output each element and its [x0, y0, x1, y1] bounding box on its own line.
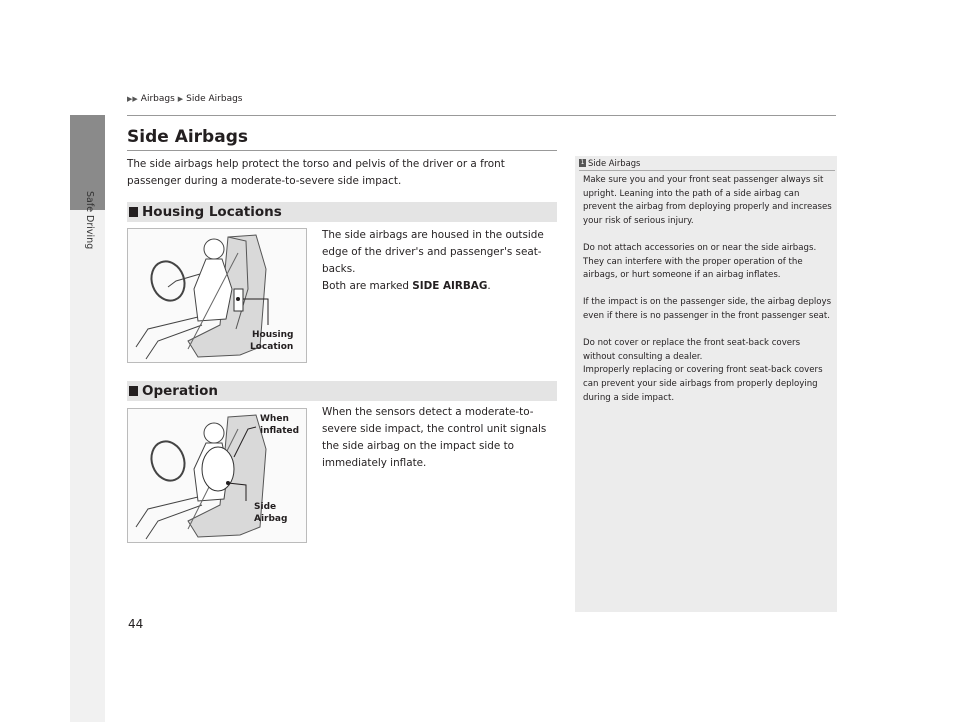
side-note-body — [583, 174, 833, 405]
side-note-rule — [579, 170, 835, 171]
housing-marking-text — [322, 278, 562, 295]
intro-text: The side airbags help protect the torso and pelvis of the driver or a front passenger during a moderate-to-severe side impact. — [127, 158, 505, 187]
side-airbag-marking: SIDE AIRBAG — [412, 280, 488, 292]
housing-heading-text: Housing Locations — [142, 204, 282, 220]
housing-location-label-2: Location — [250, 342, 294, 352]
marking-prefix: Both are marked — [322, 280, 413, 292]
housing-illustration — [128, 229, 306, 362]
side-note-line: Do not cover or replace the front seat-back covers without consulting a dealer. — [583, 338, 801, 362]
housing-figure — [127, 228, 307, 363]
title-rule — [127, 150, 557, 151]
operation-figure — [127, 408, 307, 543]
operation-illustration — [128, 409, 306, 542]
note-number-icon: 1 — [580, 159, 585, 166]
housing-location-label: Housing — [252, 330, 294, 340]
square-bullet-icon — [129, 386, 138, 396]
page-number: 44 — [128, 617, 144, 631]
side-note-paragraph: Make sure you and your front seat passenger always sit upright. Leaning into the path of a side airbag can prevent the airbag from deploying properly and increases your risk of serious injury. — [583, 175, 832, 226]
side-note-line: Improperly replacing or covering front seat-back covers can prevent your side airbags from properly deploying during a side impact. — [583, 365, 823, 403]
side-note-title: Side Airbags — [588, 158, 641, 168]
section-strip — [70, 210, 105, 722]
operation-description: When the sensors detect a moderate-to-severe side impact, the control unit signals the side airbag on the impact side to immediately inflate. — [322, 406, 547, 469]
side-airbag-label-2: Airbag — [254, 514, 288, 524]
operation-heading — [127, 381, 557, 401]
operation-heading-text: Operation — [142, 383, 219, 399]
side-note-header — [579, 158, 640, 168]
section-tab-label: Safe Driving — [84, 191, 95, 250]
marking-suffix: . — [487, 280, 491, 292]
side-airbag-label: Side — [254, 502, 277, 512]
breadcrumb — [127, 94, 242, 104]
housing-description: The side airbags are housed in the outside edge of the driver's and passenger's seat-backs. — [322, 229, 544, 275]
page-title: Side Airbags — [127, 127, 248, 147]
when-inflated-label: When — [260, 414, 289, 424]
when-inflated-label-2: inflated — [260, 426, 300, 436]
square-bullet-icon — [129, 207, 138, 217]
breadcrumb-arrow-icon: ▶ — [177, 95, 184, 103]
side-note-paragraph — [583, 337, 833, 405]
breadcrumb-item-side-airbags[interactable]: Side Airbags — [186, 94, 243, 104]
housing-heading — [127, 202, 557, 222]
header-rule — [127, 115, 836, 116]
side-note-paragraph: Do not attach accessories on or near the side airbags. They can interfere with the proper operation of the airbags, or hurt someone if an airbag inflates. — [583, 242, 817, 281]
side-note-paragraph: If the impact is on the passenger side, the airbag deploys even if there is no passenger in the front passenger seat. — [583, 297, 832, 321]
breadcrumb-item-airbags[interactable]: Airbags — [140, 94, 175, 104]
breadcrumb-arrow-icon: ▶▶ — [127, 95, 138, 103]
